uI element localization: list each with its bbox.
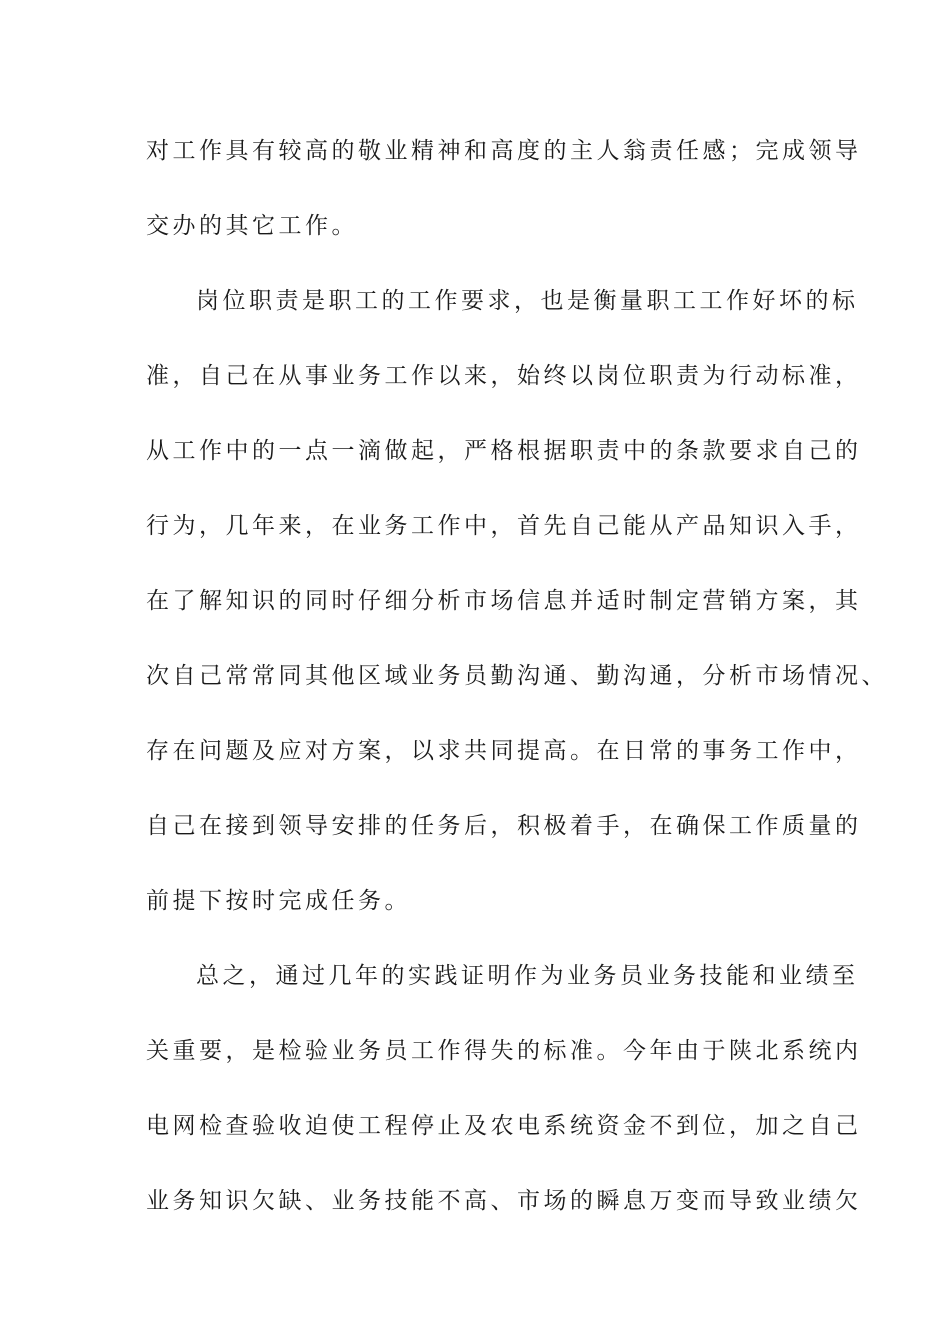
- body-text-line: 关重要，是检验业务员工作得失的标准。今年由于陕北系统内: [146, 1038, 862, 1064]
- body-text-line: 从工作中的一点一滴做起，严格根据职责中的条款要求自己的: [146, 438, 862, 464]
- body-text-line: 对工作具有较高的敬业精神和高度的主人翁责任感；完成领导: [146, 138, 862, 164]
- body-text-line: 准，自己在从事业务工作以来，始终以岗位职责为行动标准，: [146, 363, 862, 389]
- body-text-line: 前提下按时完成任务。: [146, 888, 411, 914]
- paragraph-first-line: 岗位职责是职工的工作要求，也是衡量职工工作好坏的标: [196, 288, 859, 314]
- body-text-line: 行为，几年来，在业务工作中，首先自己能从产品知识入手，: [146, 513, 862, 539]
- paragraph-first-line: 总之，通过几年的实践证明作为业务员业务技能和业绩至: [196, 963, 859, 989]
- body-text-line: 业务知识欠缺、业务技能不高、市场的瞬息万变而导致业绩欠: [146, 1188, 862, 1214]
- body-text-line: 存在问题及应对方案，以求共同提高。在日常的事务工作中，: [146, 738, 862, 764]
- body-text-line: 电网检查验收迫使工程停止及农电系统资金不到位，加之自己: [146, 1113, 862, 1139]
- body-text-line: 次自己常常同其他区域业务员勤沟通、勤沟通，分析市场情况、: [146, 663, 888, 689]
- body-text-line: 自己在接到领导安排的任务后，积极着手，在确保工作质量的: [146, 813, 862, 839]
- body-text-line: 在了解知识的同时仔细分析市场信息并适时制定营销方案，其: [146, 588, 862, 614]
- body-text-line: 交办的其它工作。: [146, 213, 358, 239]
